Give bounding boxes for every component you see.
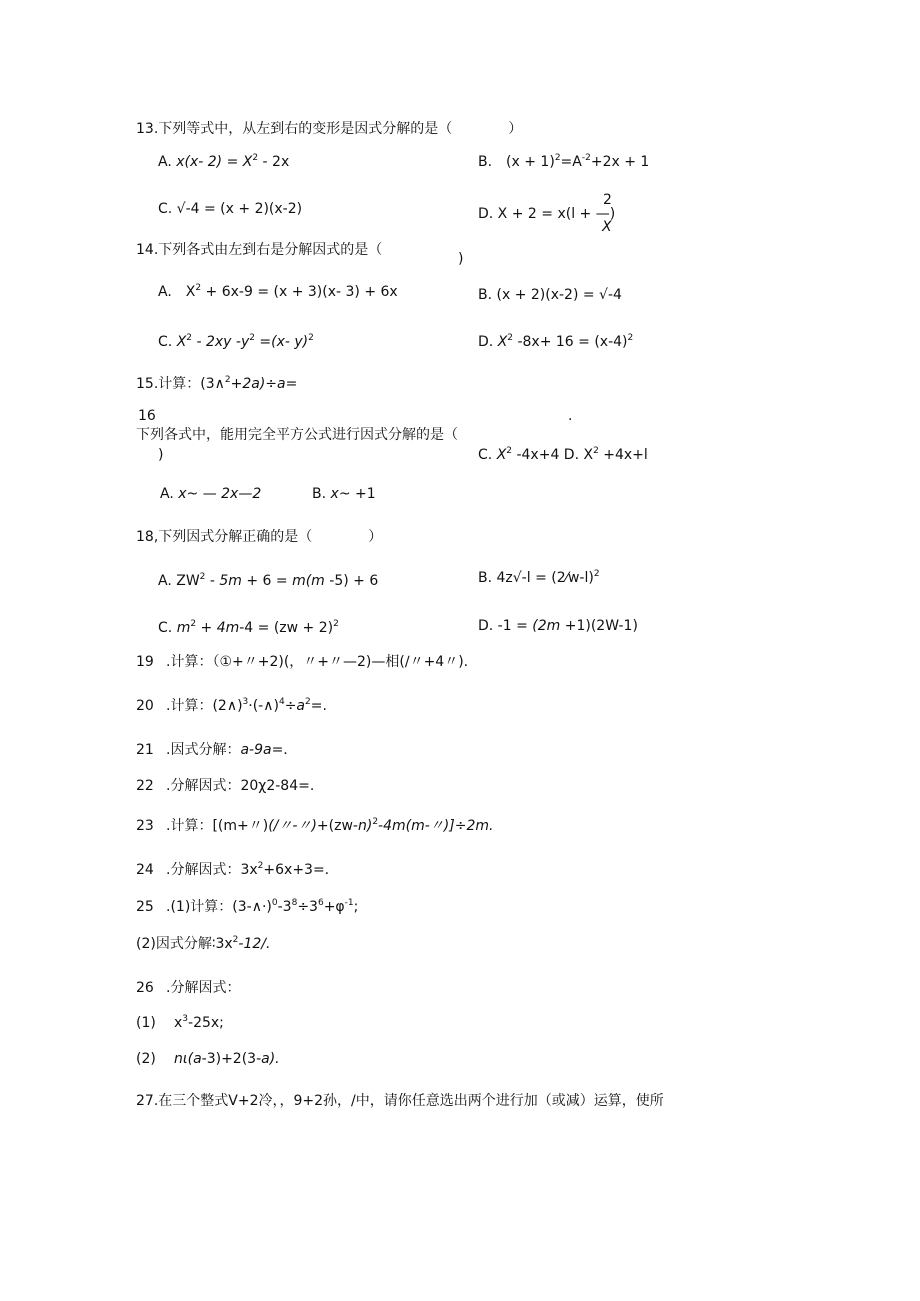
- q25-part1: .(1)计算：$(3-\wedge\cdot)^0-3^8\div 3^6+\varphi^{-1}$;: [166, 898, 359, 915]
- q13-option-c: C. √-4 = (x + 2)(x-2): [158, 201, 303, 217]
- q26-part2-number: (2): [136, 1051, 156, 1067]
- q26-part1: $x^3-25x$;: [174, 1014, 224, 1031]
- q13-option-a: A. x(x- $2) = X^2 - 2x$: [158, 153, 290, 170]
- q25-number: 25: [136, 899, 154, 915]
- q18-option-d: D. -1 = (2m +1)(2W-1): [478, 618, 638, 634]
- q14-stem-close: ): [458, 251, 464, 267]
- q21-number: 21: [136, 742, 154, 758]
- q15-stem: 15.计算：(3∧$^2$+2a)÷a=: [136, 375, 298, 392]
- q18-option-a: A. $ZW^2 - 5m + 6 = m(m$ -5) + 6: [158, 572, 379, 589]
- q20-number: 20: [136, 698, 154, 714]
- q24-number: 24: [136, 862, 154, 878]
- q14-option-c: C. $X^2 - 2xy$ $-y^2 =(x-$ y)$^2$: [158, 333, 314, 350]
- q18-option-c: C. $m^2 + 4m-4 = (zw + 2)^2$: [158, 619, 339, 636]
- q19-number: 19: [136, 654, 154, 670]
- q16-option-c-d: C. $X^2$ -4x+4 D. $X^2 +4x+l$: [478, 446, 648, 463]
- q14-option-a: A. $X^2 + 6x-9 = (x + 3)(x-$ 3) + 6x: [158, 283, 398, 300]
- q23-number: 23: [136, 818, 154, 834]
- q14-option-d: D. $X^2$ $-8x+ 16 = (x-4)^2$: [478, 333, 634, 350]
- q22-text: .分解因式：20χ2-84=.: [166, 778, 315, 794]
- q14-stem: 14.下列各式由左到右是分解因式的是（: [136, 242, 383, 258]
- q26-number: 26: [136, 980, 154, 996]
- q13-option-d-denominator: X: [602, 219, 612, 235]
- q13-option-d: D. X + 2 = x(l + —): [478, 206, 616, 222]
- q26-part2: nι(a-3)+2(3-a).: [174, 1051, 280, 1067]
- q18-stem: 18,下列因式分解正确的是（ ）: [136, 529, 383, 545]
- q20-text: .计算：$(2\wedge)^3\cdot(-\wedge)^4\div a^2=$.: [166, 697, 327, 714]
- q13-option-d-numerator: 2: [603, 192, 612, 208]
- q24-text: .分解因式：$3x^2+6x+3=$.: [166, 861, 330, 878]
- q26-part1-number: (1): [136, 1015, 156, 1031]
- q26-text: .分解因式：: [166, 980, 241, 996]
- q22-number: 22: [136, 778, 154, 794]
- q21-text: .因式分解：a-9a=.: [166, 742, 288, 758]
- q23-text: .计算：[(m+〃)(/〃-〃)$+(zw-n)^2-4m(m-$〃)]÷2m.: [166, 817, 494, 834]
- q16-option-b: B. x~ +1: [312, 486, 376, 502]
- q19-text: .计算：（①+〃+2)(，〃+〃—2)—相(∕〃+4〃).: [166, 654, 469, 670]
- q16-option-a: A. x~ — 2x—2: [160, 486, 262, 502]
- q27-stem: 27.在三个整式V+2冷，，9+2孙，/中，请你任意选出两个进行加（或减）运算，使所: [136, 1093, 664, 1109]
- q16-stem: 下列各式中，能用完全平方公式进行因式分解的是（: [136, 427, 458, 443]
- q25-part2: (2)因式分解$∶3x^2-12∕$.: [136, 935, 271, 952]
- q16-stem-close: ): [158, 447, 164, 463]
- q16-dot: .: [568, 408, 573, 424]
- q13-stem: 13.下列等式中，从左到右的变形是因式分解的是（ ）: [136, 121, 523, 137]
- q13-option-b: B. $(x + 1)^2=A^{-2}+2x + 1$: [478, 153, 650, 170]
- q16-number: 16: [138, 408, 156, 424]
- q18-option-b: B. 4z√-l = (2⁄w-l)$^2$: [478, 569, 600, 586]
- q14-option-b: B. (x + 2)(x-2) = √-4: [478, 287, 622, 303]
